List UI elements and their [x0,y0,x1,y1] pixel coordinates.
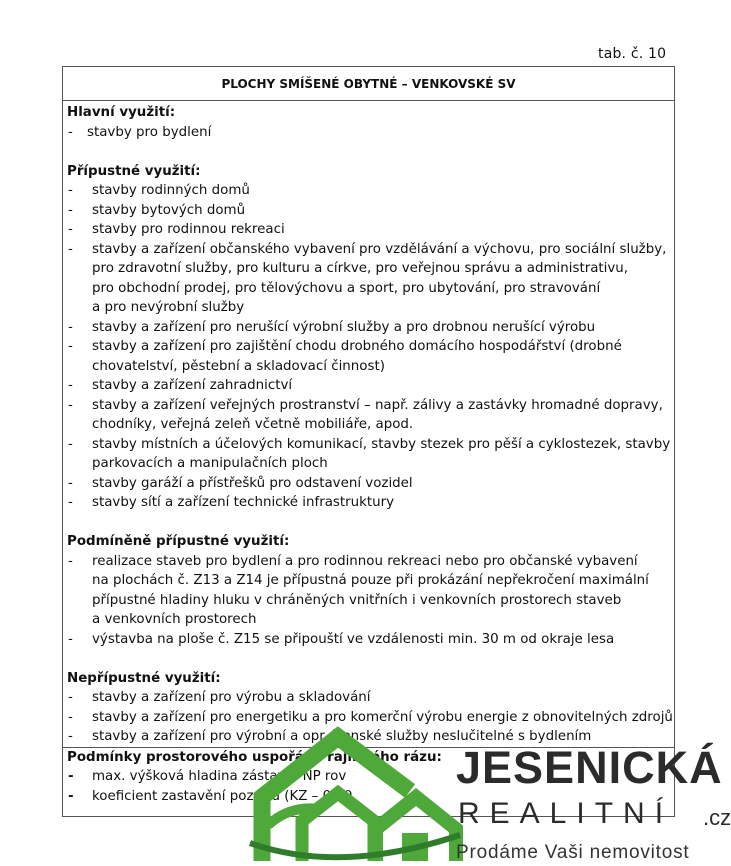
section-heading: Přípustné využití: [67,163,201,179]
list-item [67,201,672,221]
list-item-text: stavby a zařízení pro výrobu a skladování [92,690,371,705]
section-heading: Podmíněně přípustné využití: [67,534,290,549]
section-heading: Hlavní využití: [67,105,176,120]
list-item-text: stavby bytových domů [92,202,246,218]
table-number: tab. č. 10 [598,46,667,62]
logo-brand-line2: REALITNÍ [458,797,674,830]
bullet-dash: - [68,241,73,257]
list-item [67,318,672,338]
list-item [67,298,672,318]
bullet-dash [67,357,92,377]
bullet-dash: - [68,495,73,510]
logo-brand-line1: JESENICKÁ [456,742,723,793]
section-gap [67,513,672,533]
bullet-dash: - [68,319,73,335]
section-gap [67,142,672,162]
bullet-dash [67,591,92,611]
list-item [67,493,672,513]
list-item [67,688,672,708]
bullet-dash: - [68,202,73,218]
list-item [67,610,672,630]
list-item [67,552,672,572]
list-item-text: na plochách č. Z13 a Z14 je přípustná pouze při prokázání nepřekročení maximální [92,573,649,588]
list-item-text: stavby garáží a přístřešků pro odstavení vozidel [92,475,413,491]
list-item [67,220,672,240]
bullet-dash: - [68,788,74,804]
bullet-dash: - [68,222,73,237]
bullet-dash: - [68,690,73,705]
bullet-dash: - [68,553,73,569]
bullet-dash [67,454,92,474]
list-item-text: výstavba na ploše č. Z15 se připouští ve vzdálenosti min. 30 m od okraje lesa [92,631,615,647]
bullet-dash: - [68,397,73,413]
list-item-text: stavby a zařízení pro zajištění chodu drobného domácího hospodářství (drobné [92,339,622,354]
list-item-text: stavby sítí a zařízení technické infrastruktury [92,495,395,510]
list-item-text: realizace staveb pro bydlení a pro rodinnou rekreaci nebo pro občanské vybavení [92,553,638,569]
table-content [67,103,672,806]
list-item [67,474,672,494]
bullet-dash: - [68,475,73,491]
list-item-text: pro zdravotní služby, pro kulturu a církve, pro veřejnou správu a administrativu, [92,261,629,276]
list-item-text: stavby a zařízení pro výrobní a opr árenské služby neslučitelné s bydlením [92,729,592,744]
list-item-text: a venkovních prostorech [92,612,257,627]
list-item [67,240,672,260]
house-logo-icon [250,725,470,866]
list-item-text: stavby a zařízení veřejných prostranství – např. zálivy a zastávky hromadné dopravy, [92,397,663,413]
list-item [67,357,672,377]
list-item [67,591,672,611]
list-item-text: pro obchodní prodej, pro tělovýchovu a sport, pro ubytování, pro stravování [92,280,601,296]
bullet-dash: - [68,436,73,452]
bullet-dash [67,279,92,299]
logo-slogan: Prodáme Vaši nemovitost [456,842,690,863]
bullet-dash: - [68,378,73,393]
table-frame [62,66,675,817]
list-item-text: stavby místních a účelových komunikací, stavby stezek pro pěší a cyklostezek, stavby [92,436,671,452]
list-item-text: chodníky, veřejná zeleň včetně mobiliáře, apod. [92,417,414,432]
bullet-dash [67,415,92,435]
bullet-dash: - [68,339,73,354]
bullet-dash [67,259,92,279]
section-gap [67,649,672,669]
table-title: PLOCHY SMÍŠENÉ OBYTNÉ – VENKOVSKÉ SV [63,67,674,101]
list-item [67,415,672,435]
list-item-text: stavby rodinných domů [92,183,250,198]
list-item-text: max. výšková hladina zástav 1 NP rov [92,769,347,784]
list-item [67,337,672,357]
list-item-text: stavby a zařízení zahradnictví [92,378,293,393]
list-item-text: stavby pro bydlení [87,124,212,140]
list-item [67,435,672,455]
bullet-dash [67,571,92,591]
bullet-dash: - [68,769,74,784]
list-item-text: stavby a zařízení pro energetiku a pro komerční výrobu energie z obnovitelných zdrojů [92,709,673,725]
list-item-text: parkovacích a manipulačních ploch [92,456,328,471]
list-item [67,571,672,591]
bullet-dash: - [68,709,73,725]
bullet-dash [67,298,92,318]
bullet-dash: - [68,124,73,140]
bullet-dash [67,610,92,630]
list-item-text: koeficient zastavění pozer u (KZ – 0,30 [92,788,353,804]
list-item [67,630,672,650]
list-item [67,396,672,416]
bullet-dash: - [68,183,73,198]
list-item-text: přípustné hladiny hluku v chráněných vnitřních i venkovních prostorech staveb [92,592,622,608]
list-item-text: chovatelství, pěstební a skladovací činnost) [92,358,385,374]
bullet-dash: - [68,729,73,744]
watermark-logo [250,725,731,866]
list-item [67,454,672,474]
list-item [67,181,672,201]
list-item [67,123,672,143]
list-item [67,376,672,396]
bullet-dash: - [68,631,73,647]
section-heading: Podmínky prostorového uspořádá rajinného rázu: [67,749,442,765]
logo-domain: .cz [703,805,731,830]
section-heading: Nepřípustné využití: [67,670,221,686]
list-item-text: stavby a zařízení občanského vybavení pro vzdělávání a výchovu, pro sociální služby, [92,241,667,257]
list-item-text: stavby a zařízení pro nerušící výrobní služby a pro drobnou nerušící výrobu [92,319,596,335]
list-item-text: stavby pro rodinnou rekreaci [92,222,285,237]
list-item-text: a pro nevýrobní služby [92,300,245,315]
list-item [67,279,672,299]
list-item [67,259,672,279]
